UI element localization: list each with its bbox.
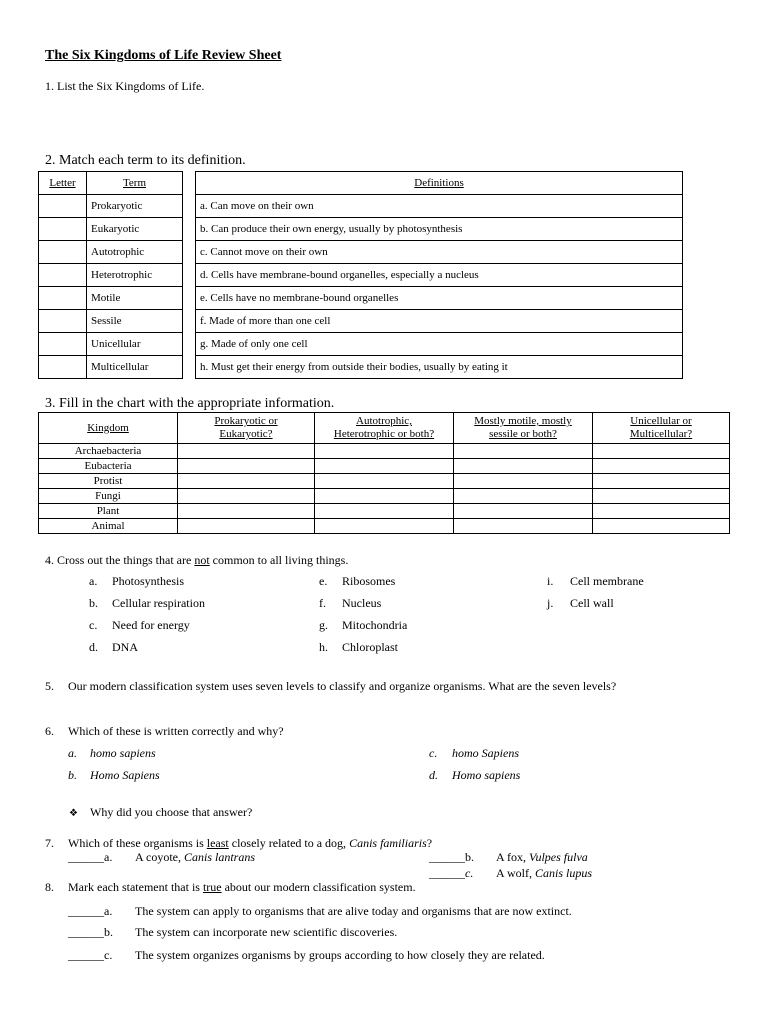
list-item[interactable]: h. Chloroplast <box>319 640 398 654</box>
table-row <box>39 333 683 356</box>
answer-cell[interactable] <box>593 504 730 519</box>
definition-cell: f. Made of more than one cell <box>196 310 683 333</box>
answer-cell[interactable] <box>593 474 730 489</box>
table-gap <box>183 195 196 218</box>
letter-cell[interactable] <box>39 287 87 310</box>
question-8: 8. Mark each statement that is true about our modern classification system. <box>45 880 416 894</box>
list-item[interactable]: d. DNA <box>89 640 138 654</box>
term-cell: Unicellular <box>87 333 183 356</box>
answer-cell[interactable] <box>454 519 593 534</box>
motility-header: Mostly motile, mostly sessile or both? <box>454 413 593 444</box>
kingdom-name: Eubacteria <box>39 459 178 474</box>
list-item[interactable]: i. Cell membrane <box>547 574 644 588</box>
table-gap <box>183 333 196 356</box>
kingdom-name: Plant <box>39 504 178 519</box>
letter-cell[interactable] <box>39 356 87 379</box>
table-gap <box>183 218 196 241</box>
q8-statement-c[interactable]: ______c. The system organizes organisms by groups according to how closely they are related. <box>68 948 545 962</box>
q6-followup: ❖ Why did you choose that answer? <box>69 805 253 819</box>
list-item[interactable]: f. Nucleus <box>319 596 382 610</box>
kingdom-chart <box>38 412 730 534</box>
answer-cell[interactable] <box>315 519 454 534</box>
answer-cell[interactable] <box>593 489 730 504</box>
definition-cell: g. Made of only one cell <box>196 333 683 356</box>
answer-cell[interactable] <box>454 459 593 474</box>
table-gap <box>183 356 196 379</box>
q7-option-a[interactable]: ______a. A coyote, Canis lantrans <box>68 850 256 864</box>
answer-cell[interactable] <box>593 444 730 459</box>
letter-cell[interactable] <box>39 195 87 218</box>
answer-cell[interactable] <box>178 474 315 489</box>
definition-cell: e. Cells have no membrane-bound organelles <box>196 287 683 310</box>
table-row <box>39 459 730 474</box>
definition-cell: d. Cells have membrane-bound organelles, especially a nucleus <box>196 264 683 287</box>
table-row <box>39 444 730 459</box>
table-gap <box>183 264 196 287</box>
letter-cell[interactable] <box>39 264 87 287</box>
answer-blank[interactable]: ______ <box>429 850 465 864</box>
list-item[interactable]: c. Need for energy <box>89 618 190 632</box>
page-title: The Six Kingdoms of Life Review Sheet <box>45 48 282 63</box>
definition-cell: h. Must get their energy from outside their bodies, usually by eating it <box>196 356 683 379</box>
diamond-bullet-icon: ❖ <box>69 808 78 819</box>
table-gap <box>183 287 196 310</box>
q4-column-1 <box>89 574 205 662</box>
kingdom-header: Kingdom <box>39 413 178 444</box>
term-cell: Prokaryotic <box>87 195 183 218</box>
q7-option-c[interactable]: ______c. A wolf, Canis lupus <box>429 866 593 880</box>
question-6: 6. Which of these is written correctly and why? <box>45 724 284 738</box>
q8-statement-b[interactable]: ______b. The system can incorporate new scientific discoveries. <box>68 925 398 939</box>
definitions-header: Definitions <box>196 172 683 195</box>
cell-count-header: Unicellular or Multicellular? <box>593 413 730 444</box>
term-header: Term <box>87 172 183 195</box>
table-row <box>39 489 730 504</box>
q6-option-c[interactable]: c. homo Sapiens <box>429 746 519 760</box>
kingdom-name: Archaebacteria <box>39 444 178 459</box>
question-1: 1. List the Six Kingdoms of Life. <box>45 79 205 93</box>
answer-cell[interactable] <box>178 519 315 534</box>
definition-cell: c. Cannot move on their own <box>196 241 683 264</box>
table-gap <box>183 172 196 195</box>
q6-option-b[interactable]: b. Homo Sapiens <box>68 768 160 782</box>
kingdom-name: Protist <box>39 474 178 489</box>
kingdom-name: Fungi <box>39 489 178 504</box>
answer-cell[interactable] <box>593 459 730 474</box>
answer-blank[interactable]: ______ <box>429 866 465 880</box>
q6-option-d[interactable]: d. Homo sapiens <box>429 768 521 782</box>
list-item[interactable]: g. Mitochondria <box>319 618 408 632</box>
list-item[interactable]: a. Photosynthesis <box>89 574 185 588</box>
kingdom-name: Animal <box>39 519 178 534</box>
letter-cell[interactable] <box>39 241 87 264</box>
question-5: 5. Our modern classification system uses seven levels to classify and organize organisms. What are the seven levels? <box>45 679 617 693</box>
q4-column-2 <box>319 574 407 662</box>
table-row <box>39 195 683 218</box>
definition-cell: a. Can move on their own <box>196 195 683 218</box>
letter-header: Letter <box>39 172 87 195</box>
answer-cell[interactable] <box>454 444 593 459</box>
answer-cell[interactable] <box>454 504 593 519</box>
table-gap <box>183 310 196 333</box>
answer-cell[interactable] <box>315 504 454 519</box>
energy-header: Autotrophic, Heterotrophic or both? <box>315 413 454 444</box>
list-item[interactable]: e. Ribosomes <box>319 574 396 588</box>
answer-cell[interactable] <box>454 474 593 489</box>
question-7: 7. Which of these organisms is least closely related to a dog, Canis familiaris? <box>45 836 433 850</box>
answer-cell[interactable] <box>178 489 315 504</box>
term-cell: Multicellular <box>87 356 183 379</box>
answer-blank[interactable]: ______ <box>68 948 104 962</box>
question-3-prompt: 3. Fill in the chart with the appropriate information. <box>45 396 335 411</box>
answer-cell[interactable] <box>315 444 454 459</box>
answer-cell[interactable] <box>315 489 454 504</box>
term-cell: Heterotrophic <box>87 264 183 287</box>
term-cell: Motile <box>87 287 183 310</box>
answer-cell[interactable] <box>315 474 454 489</box>
answer-blank[interactable]: ______ <box>68 850 104 864</box>
table-row <box>39 241 683 264</box>
q7-option-b[interactable]: ______b. A fox, Vulpes fulva <box>429 850 588 864</box>
letter-cell[interactable] <box>39 333 87 356</box>
answer-cell[interactable] <box>315 459 454 474</box>
table-row <box>39 264 683 287</box>
answer-cell[interactable] <box>178 459 315 474</box>
table-row <box>39 519 730 534</box>
answer-cell[interactable] <box>593 519 730 534</box>
q6-option-a[interactable]: a. homo sapiens <box>68 746 156 760</box>
question-4-prompt: 4. Cross out the things that are not common to all living things. <box>45 553 349 567</box>
answer-cell[interactable] <box>178 504 315 519</box>
table-gap <box>183 241 196 264</box>
term-cell: Sessile <box>87 310 183 333</box>
answer-blank[interactable]: ______ <box>68 904 104 918</box>
table-row <box>39 504 730 519</box>
list-item[interactable]: b. Cellular respiration <box>89 596 205 610</box>
letter-cell[interactable] <box>39 218 87 241</box>
definition-cell: b. Can produce their own energy, usually by photosynthesis <box>196 218 683 241</box>
table-row <box>39 287 683 310</box>
matching-table <box>38 171 683 379</box>
list-item[interactable]: j. Cell wall <box>547 596 614 610</box>
answer-blank[interactable]: ______ <box>68 925 104 939</box>
table-row <box>39 218 683 241</box>
cell-type-header: Prokaryotic or Eukaryotic? <box>178 413 315 444</box>
question-2-prompt: 2. Match each term to its definition. <box>45 153 246 168</box>
table-row <box>39 356 683 379</box>
table-row <box>39 474 730 489</box>
q8-statement-a[interactable]: ______a. The system can apply to organisms that are alive today and organisms that are now extinct. <box>68 904 572 918</box>
letter-cell[interactable] <box>39 310 87 333</box>
answer-cell[interactable] <box>178 444 315 459</box>
table-row <box>39 310 683 333</box>
term-cell: Eukaryotic <box>87 218 183 241</box>
term-cell: Autotrophic <box>87 241 183 264</box>
q4-column-3 <box>547 574 644 618</box>
answer-cell[interactable] <box>454 489 593 504</box>
